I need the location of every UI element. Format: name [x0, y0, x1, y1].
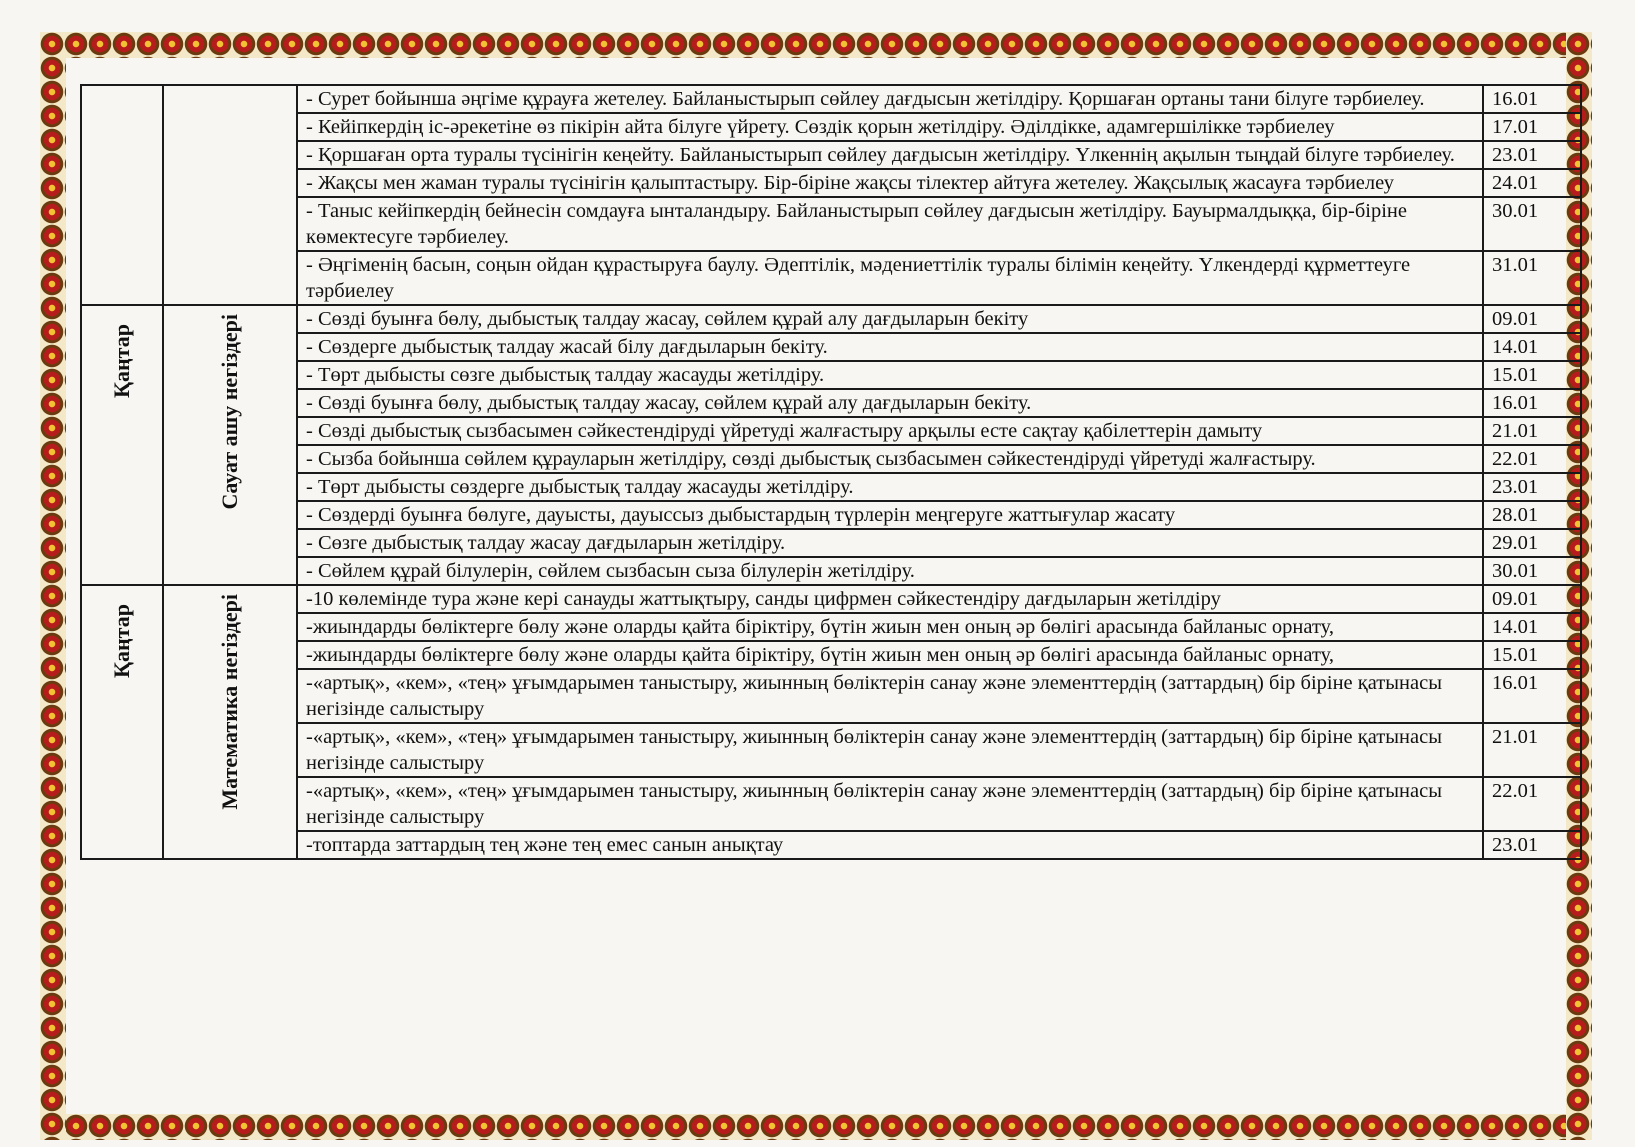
- table-row: [81, 777, 1581, 831]
- activity-description: - Жақсы мен жаман туралы түсінігін қалыптастыру. Бір-біріне жақсы тілектер айтуға жетелеу. Жақсылық жасауға тәрбиелеу: [297, 169, 1483, 197]
- activity-description: - Сөзге дыбыстық талдау жасау дағдыларын жетілдіру.: [297, 529, 1483, 557]
- activity-date: 30.01: [1483, 557, 1581, 585]
- month-cell: [81, 85, 163, 305]
- activity-description: - Сөзді буынға бөлу, дыбыстық талдау жасау, сөйлем құрай алу дағдыларын бекіту.: [297, 389, 1483, 417]
- table-row: [81, 585, 1581, 613]
- activity-date: 17.01: [1483, 113, 1581, 141]
- activity-date: 22.01: [1483, 445, 1581, 473]
- table-row: [81, 501, 1581, 529]
- activity-description: -жиындарды бөліктерге бөлу және оларды қайта біріктіру, бүтін жиын мен оның әр бөлігі арасында байланыс орнату,: [297, 613, 1483, 641]
- table-row: [81, 169, 1581, 197]
- activity-description: - Сөзді буынға бөлу, дыбыстық талдау жасау, сөйлем құрай алу дағдыларын бекіту: [297, 305, 1483, 333]
- table-row: [81, 613, 1581, 641]
- table-row: [81, 529, 1581, 557]
- activity-description: -«артық», «кем», «тең» ұғымдарымен таныстыру, жиынның бөліктерін санау және элементтердің (заттардың) бір біріне қатынасы негізінде салыстыру: [297, 777, 1483, 831]
- subject-label: Сауат ашу негіздері: [217, 314, 242, 510]
- activity-date: 30.01: [1483, 197, 1581, 251]
- activity-description: - Сызба бойынша сөйлем құрауларын жетілдіру, сөзді дыбыстық сызбасымен сәйкестендіруді үйретуді жалғастыру.: [297, 445, 1483, 473]
- activity-date: 21.01: [1483, 723, 1581, 777]
- subject-cell: [163, 585, 297, 859]
- ornament-border-left: [40, 32, 66, 1140]
- table-row: [81, 557, 1581, 585]
- activity-date: 16.01: [1483, 389, 1581, 417]
- activity-description: - Сөзді дыбыстық сызбасымен сәйкестендіруді үйретуді жалғастыру арқылы есте сақтау қабілеттерін дамыту: [297, 417, 1483, 445]
- activity-description: - Кейіпкердің іс-әрекетіне өз пікірін айта білуге үйрету. Сөздік қорын жетілдіру. Әділдікке, адамгершілікке тәрбиелеу: [297, 113, 1483, 141]
- table-row: [81, 197, 1581, 251]
- activity-date: 15.01: [1483, 641, 1581, 669]
- activity-description: - Сурет бойынша әңгіме құрауға жетелеу. Байланыстырып сөйлеу дағдысын жетілдіру. Қоршаған ортаны тани білуге тәрбиелеу.: [297, 85, 1483, 113]
- ornament-border-bottom: [40, 1114, 1592, 1140]
- lesson-plan-table: [80, 84, 1582, 860]
- month-label: Қаңтар: [109, 604, 134, 678]
- month-cell: [81, 305, 163, 585]
- activity-date: 16.01: [1483, 669, 1581, 723]
- table-row: [81, 113, 1581, 141]
- ornament-border-top: [40, 32, 1592, 58]
- activity-description: -жиындарды бөліктерге бөлу және оларды қайта біріктіру, бүтін жиын мен оның әр бөлігі арасында байланыс орнату,: [297, 641, 1483, 669]
- table-row: [81, 85, 1581, 113]
- month-cell: [81, 585, 163, 859]
- activity-description: -топтарда заттардың тең және тең емес санын анықтау: [297, 831, 1483, 859]
- subject-cell: [163, 85, 297, 305]
- table-row: [81, 141, 1581, 169]
- table-row: [81, 641, 1581, 669]
- table-row: [81, 669, 1581, 723]
- table-row: [81, 417, 1581, 445]
- activity-description: - Сөздерге дыбыстық талдау жасай білу дағдыларын бекіту.: [297, 333, 1483, 361]
- activity-date: 14.01: [1483, 613, 1581, 641]
- activity-date: 31.01: [1483, 251, 1581, 305]
- table-row: [81, 445, 1581, 473]
- activity-date: 09.01: [1483, 305, 1581, 333]
- subject-cell: [163, 305, 297, 585]
- activity-date: 29.01: [1483, 529, 1581, 557]
- table-row: [81, 361, 1581, 389]
- table-row: [81, 333, 1581, 361]
- activity-date: 28.01: [1483, 501, 1581, 529]
- table-row: [81, 473, 1581, 501]
- activity-date: 14.01: [1483, 333, 1581, 361]
- activity-date: 15.01: [1483, 361, 1581, 389]
- activity-description: - Төрт дыбысты сөздерге дыбыстық талдау жасауды жетілдіру.: [297, 473, 1483, 501]
- activity-date: 22.01: [1483, 777, 1581, 831]
- activity-description: - Таныс кейіпкердің бейнесін сомдауға ынталандыру. Байланыстырып сөйлеу дағдысын жетілдіру. Бауырмалдыққа, бір-біріне көмектесуге тәрбиелеу.: [297, 197, 1483, 251]
- activity-description: - Сөздерді буынға бөлуге, дауысты, дауыссыз дыбыстардың түрлерін меңгеруге жаттығулар жасату: [297, 501, 1483, 529]
- activity-description: -10 көлемінде тура және кері санауды жаттықтыру, санды цифрмен сәйкестендіру дағдыларын жетілдіру: [297, 585, 1483, 613]
- activity-description: - Қоршаған орта туралы түсінігін кеңейту. Байланыстырып сөйлеу дағдысын жетілдіру. Үлкеннің ақылын тыңдай білуге тәрбиелеу.: [297, 141, 1483, 169]
- activity-date: 16.01: [1483, 85, 1581, 113]
- activity-description: - Сөйлем құрай білулерін, сөйлем сызбасын сыза білулерін жетілдіру.: [297, 557, 1483, 585]
- activity-date: 23.01: [1483, 141, 1581, 169]
- activity-date: 09.01: [1483, 585, 1581, 613]
- activity-date: 24.01: [1483, 169, 1581, 197]
- table-row: [81, 389, 1581, 417]
- month-label: Қаңтар: [109, 324, 134, 398]
- activity-description: -«артық», «кем», «тең» ұғымдарымен таныстыру, жиынның бөліктерін санау және элементтердің (заттардың) бір біріне қатынасы негізінде салыстыру: [297, 723, 1483, 777]
- activity-description: - Төрт дыбысты сөзге дыбыстық талдау жасауды жетілдіру.: [297, 361, 1483, 389]
- activity-description: - Әңгіменің басын, соңын ойдан құрастыруға баулу. Әдептілік, мәдениеттілік туралы білімін кеңейту. Үлкендерді құрметтеуге тәрбиелеу: [297, 251, 1483, 305]
- activity-description: -«артық», «кем», «тең» ұғымдарымен таныстыру, жиынның бөліктерін санау және элементтердің (заттардың) бір біріне қатынасы негізінде салыстыру: [297, 669, 1483, 723]
- activity-date: 23.01: [1483, 473, 1581, 501]
- table-row: [81, 831, 1581, 859]
- subject-label: Математика негіздері: [217, 594, 242, 810]
- activity-date: 23.01: [1483, 831, 1581, 859]
- table-row: [81, 251, 1581, 305]
- table-row: [81, 723, 1581, 777]
- table-row: [81, 305, 1581, 333]
- activity-date: 21.01: [1483, 417, 1581, 445]
